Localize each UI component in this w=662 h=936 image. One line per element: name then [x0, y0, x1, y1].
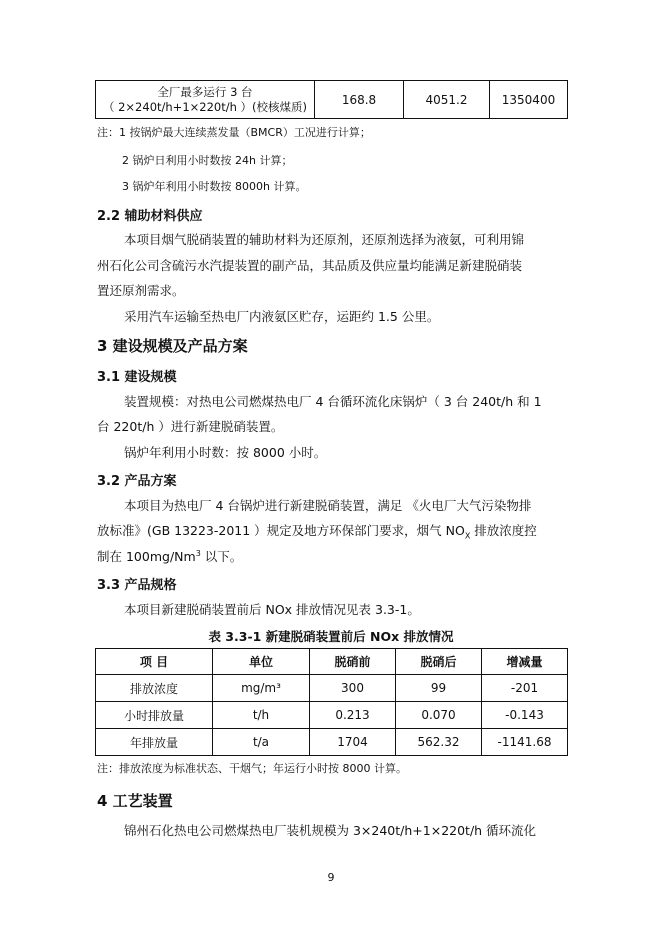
value-cell: 4051.2	[404, 81, 490, 119]
paragraph: 制在 100mg/Nm$^3$ 以下。	[97, 548, 243, 564]
cell: mg/m³	[213, 675, 310, 702]
paragraph: 锅炉年利用小时数：按 8000 小时。	[124, 445, 327, 460]
section-3-heading: 3 建设规模及产品方案	[97, 337, 248, 355]
cell: -1141.68	[482, 729, 568, 756]
table-row	[96, 702, 568, 729]
header-cell: 脱硝后	[396, 649, 482, 675]
config-label-cell: 全厂最多运行 3 台 （ 2×240t/h+1×220t/h ）(校核煤质)	[96, 81, 315, 119]
value-cell: 1350400	[490, 81, 568, 119]
table-row	[96, 675, 568, 702]
paragraph: 放标准》(GB 13223-2011 ）规定及地方环保部门要求，烟气 $NO_X$ 排放浓度控	[97, 523, 537, 541]
section-2-2-heading: 2.2 辅助材料供应	[97, 209, 203, 224]
paragraph: 本项目烟气脱硝装置的辅助材料为还原剂，还原剂选择为液氨，可利用锦	[124, 232, 525, 247]
note-2: 2 锅炉日利用小时数按 24h 计算；	[122, 154, 293, 167]
cell: 年排放量	[96, 729, 213, 756]
cell: 0.213	[310, 702, 396, 729]
note-3: 3 锅炉年利用小时数按 8000h 计算。	[122, 180, 307, 193]
cell: 0.070	[396, 702, 482, 729]
header-cell: 单位	[213, 649, 310, 675]
cell: 小时排放量	[96, 702, 213, 729]
cell: -201	[482, 675, 568, 702]
paragraph: 台 220t/h ）进行新建脱硝装置。	[97, 419, 284, 434]
table-header-row	[96, 649, 568, 675]
cell: 562.32	[396, 729, 482, 756]
section-3-2-heading: 3.2 产品方案	[97, 474, 177, 489]
cell: 排放浓度	[96, 675, 213, 702]
section-3-3-heading: 3.3 产品规格	[97, 578, 177, 593]
paragraph: 置还原剂需求。	[97, 283, 185, 298]
boiler-summary-table	[95, 80, 568, 119]
paragraph: 锦州石化热电公司燃煤热电厂装机规模为 3×240t/h+1×220t/h 循环流化	[124, 823, 537, 838]
cell: -0.143	[482, 702, 568, 729]
page-number: 9	[327, 871, 335, 884]
section-4-heading: 4 工艺装置	[97, 792, 173, 810]
header-cell: 增减量	[482, 649, 568, 675]
cell: 99	[396, 675, 482, 702]
table-note: 注：排放浓度为标准状态、干烟气；年运行小时按 8000 计算。	[97, 762, 407, 775]
paragraph: 本项目新建脱硝装置前后 NOx 排放情况见表 3.3-1。	[124, 602, 420, 617]
paragraph: 装置规模：对热电公司燃煤热电厂 4 台循环流化床锅炉（ 3 台 240t/h 和 1	[124, 394, 542, 409]
header-cell: 脱硝前	[310, 649, 396, 675]
header-cell: 项 目	[96, 649, 213, 675]
cell: t/a	[213, 729, 310, 756]
table-row	[96, 81, 568, 119]
paragraph: 本项目为热电厂 4 台锅炉进行新建脱硝装置，满足 《火电厂大气污染物排	[124, 498, 532, 513]
nox-emission-table	[95, 648, 568, 756]
cell: 300	[310, 675, 396, 702]
value-cell: 168.8	[315, 81, 404, 119]
cell: 1704	[310, 729, 396, 756]
paragraph: 州石化公司含硫污水汽提装置的副产品，其品质及供应量均能满足新建脱硝装	[97, 258, 523, 273]
paragraph: 采用汽车运输至热电厂内液氨区贮存，运距约 1.5 公里。	[124, 309, 440, 324]
section-3-1-heading: 3.1 建设规模	[97, 370, 177, 385]
note-1: 注：1 按锅炉最大连续蒸发量（BMCR）工况进行计算；	[97, 126, 371, 139]
table-caption: 表 3.3-1 新建脱硝装置前后 NOx 排放情况	[208, 629, 454, 644]
cell: t/h	[213, 702, 310, 729]
table-row	[96, 729, 568, 756]
